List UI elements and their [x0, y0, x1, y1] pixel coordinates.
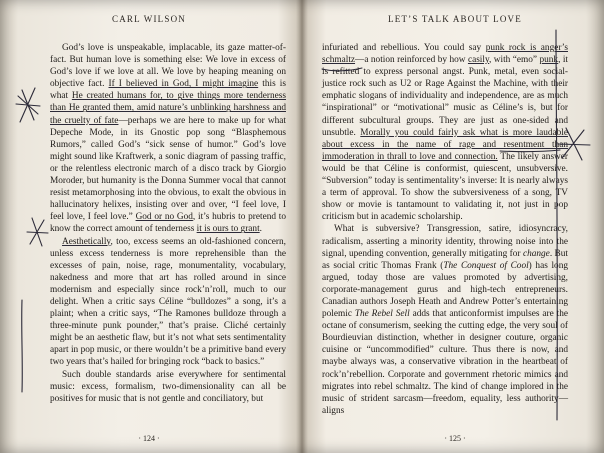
text-run: infuriated and rebellious. You could say: [322, 43, 486, 53]
text-run: ) has long argued, today those are values promoted by advertising, corporate-management gurus and high-tech entrepreneurs. Canadian authors Joseph Heath and Andrew Potter’s entertaining polemic: [322, 260, 568, 320]
underlined-passage: punk: [539, 55, 559, 66]
right-running-header: LET’S TALK ABOUT LOVE: [388, 14, 522, 24]
text-run: .: [259, 224, 262, 235]
paragraph: [50, 369, 286, 405]
text-run: —a notion reinforced by how: [355, 55, 468, 66]
text-run: God’s love is unspeakable, implacable, its gaze matter-of-fact. But human love is something else: We love in excess of God’s love if we love at all. We love by heaping meaning on objective fact.: [50, 43, 286, 90]
underlined-passage: it is ours to grant: [196, 224, 260, 235]
text-run: Such double standards arise everywhere for sentimental music: excess, formalism, two-dimensionality can all be positives for music that is not gentle and conciliatory, but: [50, 369, 286, 404]
underlined-passage: Morally you could fairly ask what is more laudable about excess in the name of rage and resentment than immoderation in thrall to love and connection.: [322, 127, 568, 162]
book-title: The Conquest of Cool: [443, 260, 529, 271]
paragraph: [322, 223, 568, 417]
text-run: What is subversive? Transgression, satire, idiosyncracy, radicalism, asserting a minority identity, throwing noise into the signal, upending convention, generally mitigating for: [322, 224, 568, 259]
paragraph: [50, 236, 286, 369]
underlined-passage: If I believed in God, I might imagine: [108, 79, 259, 90]
text-run: The likely answer would be that Céline is conformist, quiescent, unsubversive. “Subversion” today is sentimentality’s inverse: It is nearly always a term of approval. To show the subversiveness of a song, TV show or movie is tantamount to validating it, not just in pop criticism but in academic scholarship.: [322, 151, 568, 223]
underlined-passage: He created humans for, to give things more tenderness than He granted them, amid nature’s unblinking harshness and the cruelty of fate: [50, 91, 286, 126]
left-page: [0, 0, 298, 453]
text-run: . But as social critic Thomas Frank (: [322, 248, 568, 271]
text-run: , it is refitted to express personal angst. Punk, metal, even social-justice rock such as U2 or Rage Against the Machine, with their emphatic slogans of individuality and independence, are as much “inspirational” or “motivational” music as Céline’s is, but for different subcultural groups. They are just as one-sided and unsubtle.: [322, 55, 568, 138]
underlined-passage: Aesthetically: [62, 236, 111, 247]
underlined-passage: casily: [467, 55, 490, 66]
left-page-number: · 124 ·: [138, 434, 160, 443]
text-run: , too, excess seems an old-fashioned concern, unless excess tenderness is more reprehensible than the excesses of pain, noise, rage, monumentality, vocabulary, nakedness and more that art has rolled around in since modernism and especially since rock’n’roll, much to our delight. When a critic says Céline “bulldozes” a song, it’s a plaint; when a critic says, “The Ramones bulldoze through a three-minute punk pounder,” that’s praise. Cliché certainly might be an aesthetic flaw, but it’s not what sets sentimentality apart in pop music, or there wouldn’t be a primitive band every two years that’s hailed for bringing rock “back to basics.”: [50, 236, 286, 368]
right-page-number: · 125 ·: [444, 434, 466, 443]
text-run: this is what: [50, 79, 286, 102]
text-run: , it’s hubris to pretend to know the correct amount of tenderness: [50, 212, 286, 235]
right-body-text: [322, 42, 568, 417]
text-run: adds that anticonformist impulses are the octane of consumerism, seeking the cutting edge, the very soul of Bourdieuvian distinction, whether in designer couture, organic cuisine or “uncommodified” culture. Thus there is now, and maybe always was, a conservative vibration in the heartbeat of rock’n’rebellion. Corporate and government rhetoric mimics and migrates into rebel schmaltz. The kind of change implored in the music of strident sarcasm—freedom, equality, less authority—aligns: [322, 309, 568, 416]
paragraph: [322, 42, 568, 223]
underlined-passage: God or no God: [135, 212, 193, 223]
book-title: The Rebel Sell: [354, 309, 410, 320]
left-running-header: CARL WILSON: [112, 14, 186, 24]
text-run: —perhaps we are here to make up for what Depeche Mode, in its Gnostic pop song “Blasphemous Rumors,” called God’s “sick sense of humor.” God’s love might sound like Kraftwerk, a sonic diagram of passing traffic, or the relentless electronic march of a disco track by Giorgio Moroder, but humanity is the Donna Summer vocal that cannot resist metamorphosing into the obvious, to exalt the obvious in hallucinatory helixes, insisting over and over, “I feel love, I feel love, I feel love.”: [50, 115, 287, 223]
underlined-passage: punk rock is anger’s schmaltz: [322, 43, 568, 66]
text-run: , with “emo”: [489, 55, 540, 66]
right-page: [306, 0, 604, 453]
left-body-text: [50, 42, 286, 405]
paragraph: [50, 42, 286, 236]
italic-term: change: [522, 248, 550, 259]
